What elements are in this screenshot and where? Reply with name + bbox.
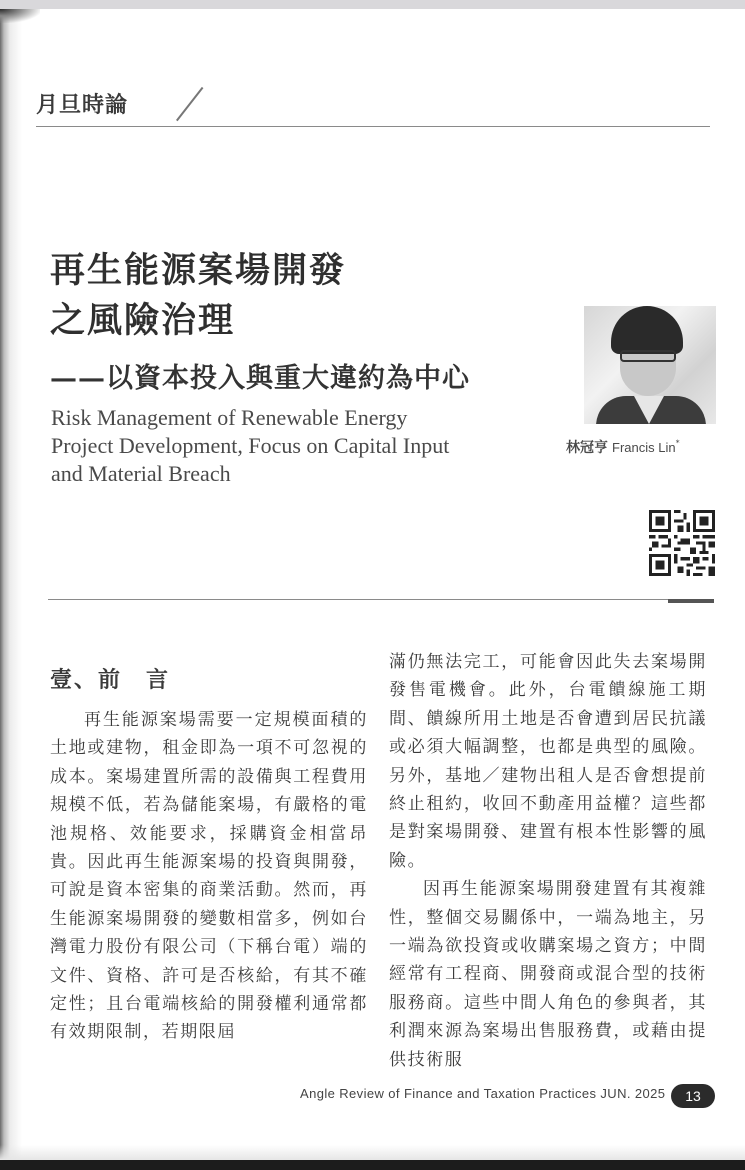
- header-divider-accent: [668, 599, 714, 603]
- article-title-zh: [50, 246, 346, 346]
- photo-hair: [611, 306, 683, 354]
- section-label: 月旦時論: [36, 92, 129, 118]
- slash-divider-icon: [176, 87, 203, 121]
- author-name-en: Francis Lin: [612, 440, 676, 455]
- paragraph: 因再生能源案場開發建置有其複雜性，整個交易關係中，一端為地主，另一端為欲投資或收購案場之資方；中間經常有工程商、開發商或混合型的技術服務商。這些中間人角色的參與者，其利潤來源為案場出售服務費，或藉由提供技術服: [389, 879, 707, 1070]
- qr-code-icon[interactable]: [649, 510, 715, 576]
- scan-bottom-edge: [0, 1160, 745, 1170]
- paragraph: 滿仍無法完工，可能會因此失去案場開發售電機會。此外，台電饋線施工期間、饋線所用土地是否會遭到居民抗議或必須大幅調整，也都是典型的風險。另外，基地／建物出租人是否會想提前終止租約，收回不動產用益權？這些都是對案場開發、建置有根本性影響的風險。: [389, 652, 707, 871]
- author-photo: [584, 306, 716, 424]
- page-number-badge: 13: [671, 1084, 715, 1108]
- page-bottom-fade: [0, 1145, 745, 1160]
- header-divider: [48, 599, 668, 600]
- text-column-left: [50, 706, 368, 1047]
- author-byline: [566, 437, 680, 457]
- photo-glasses: [620, 350, 676, 362]
- author-footnote-mark: *: [675, 438, 680, 448]
- paragraph: 再生能源案場需要一定規模面積的土地或建物，租金即為一項不可忽視的成本。案場建置所需的設備與工程費用規模不低，若為儲能案場，有嚴格的電池規格、效能要求，採購資金相當昂貴。因此再生能源案場的投資與開發，可說是資本密集的商業活動。然而，再生能源案場開發的變數相當多，例如台灣電力股份有限公司（下稱台電）端的文件、資格、許可是否核給，有其不確定性；且台電端核給的開發權利通常都有效期限制，若期限屆: [50, 710, 368, 1043]
- page-corner-shadow: [0, 9, 40, 23]
- page-binding-shadow: [0, 9, 22, 1159]
- scan-top-edge: [0, 0, 745, 9]
- section-header: [36, 88, 128, 119]
- text-column-right: [389, 648, 707, 1074]
- section-rule: [36, 126, 710, 127]
- title-line-1: 再生能源案場開發: [50, 250, 347, 291]
- author-name-zh: 林冠亨: [566, 440, 608, 456]
- journal-footer: Angle Review of Finance and Taxation Practices JUN. 2025: [300, 1086, 666, 1101]
- title-line-2: 之風險治理: [50, 300, 236, 341]
- section-heading-intro: 壹、前 言: [50, 667, 171, 693]
- article-subtitle-zh: ——以資本投入與重大違約為中心: [50, 363, 470, 394]
- article-title-en: Risk Management of Renewable Energy Project Development, Focus on Capital Input and Material Breach: [51, 405, 450, 486]
